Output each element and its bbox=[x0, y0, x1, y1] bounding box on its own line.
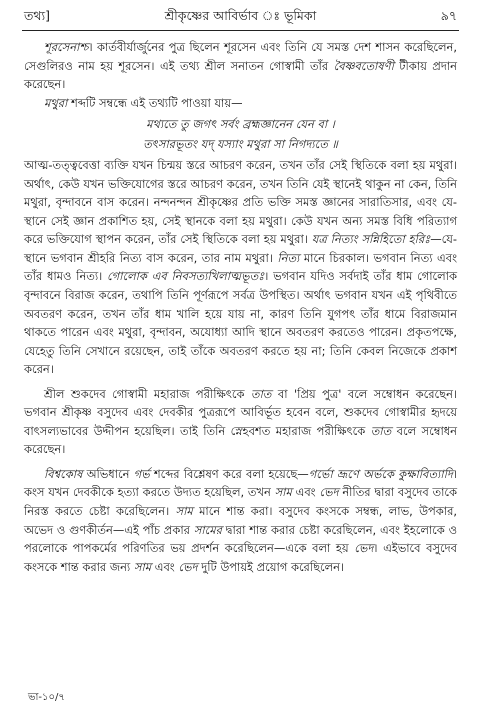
paragraph-text: বা 'প্রিয় পুত্র' বলে সম্বোধন করেছেন। ভগবান শ্রীকৃষ্ণ বসুদেব এবং দেবকীর পুত্ররূপে আবির্ভূত হবেন বলে, শুকদেব গোস্বামীর হৃদয়ে বাৎসল্যভাবের উদ্দীপন হয়েছিল। তাই তিনি স্নেহবশত মহারাজ পরীক্ষিৎকে bbox=[24, 386, 457, 438]
section-label: তথ্য] bbox=[24, 8, 50, 23]
term-sama: সাম bbox=[133, 559, 152, 574]
paragraph-text: এবং bbox=[291, 485, 320, 500]
paragraph-garbha bbox=[24, 465, 457, 576]
paragraph-text: শ্রীল শুকদেব গোস্বামী মহারাজ পরীক্ষিৎকে bbox=[44, 386, 251, 401]
paragraph-text: শব্দের বিশ্লেষণ করে বলা হয়েছে— bbox=[149, 466, 309, 481]
page-header bbox=[24, 8, 457, 28]
paragraph-mathura-explanation bbox=[24, 156, 457, 379]
paragraph-text: অভিধানে bbox=[82, 466, 134, 481]
term-shurasena: শূরসেনাশ্চ bbox=[44, 40, 89, 54]
paragraph-shurasena bbox=[24, 38, 457, 94]
verse-line-2: তৎসারভূতং যদ্ যস্যাং মথুরা সা নিগদ্যতে ॥ bbox=[143, 137, 338, 152]
paragraph-text: মানে শান্ত করা। বসুদেব কংসকে সম্বন্ধ, লাভ, উপকার, অভেদ ও গুণকীর্তন—এই পাঁচ প্রকার bbox=[24, 504, 457, 537]
paragraph-text: দ্বারা শান্ত করার চেষ্টা করেছিলেন, এবং ইহলোকে ও পরলোকে পাপকর্মের পরিণতির ভয় প্রদর্শন করেছিলেন—একে বলা হয় bbox=[24, 522, 458, 556]
page-body bbox=[24, 38, 457, 576]
term-tata: তাত bbox=[370, 423, 392, 438]
paragraph-text: । কার্তবীর্যার্জুনের পুত্র ছিলেন শূরসেন এবং তিনি যে সমস্ত দেশ শাসন করেছিলেন, সেগুলিরও নাম হয় শূরসেন। এই তথ্য শ্রীল সনাতন গোস্বামী তাঁর bbox=[24, 40, 457, 73]
running-title: শ্রীকৃষ্ণের আবির্ভাব ঃ ভূমিকা bbox=[164, 8, 317, 23]
term-tata: তাত bbox=[250, 386, 272, 401]
term-sama: সাম bbox=[175, 504, 193, 519]
paragraph-text: । এইভাবে বসুদেব কংসকে শান্ত করার জন্য bbox=[24, 541, 457, 574]
verse-line-1: মথ্যতে তু জগৎ সর্বং ব্রহ্মজ্ঞানেন যেন বা । bbox=[146, 117, 335, 132]
paragraph-text: —যে-স্থানে ভগবান শ্রীহরি নিত্য বাস করেন, তার নাম মথুরা। bbox=[24, 232, 458, 265]
paragraph-text: দুটি উপায়ই প্রয়োগ করেছিলেন। bbox=[197, 559, 345, 574]
signature-mark: ভা-১০/৭ bbox=[28, 692, 65, 703]
quote-goloka: গোলোক এব নিবসত্যখিলাত্মভূতঃ bbox=[107, 269, 265, 284]
paragraph-text: এবং bbox=[151, 559, 179, 574]
paragraph-text: টীকায় প্রদান করেছেন। bbox=[24, 58, 457, 92]
term-samer: সামের bbox=[193, 522, 222, 537]
book-title: বৈষ্ণবতোষণী bbox=[333, 58, 394, 73]
quote-nityam: যত্র নিত্যং সন্নিহিতো হরিঃ bbox=[311, 232, 431, 247]
term-sama: সাম bbox=[274, 485, 292, 500]
term-garbha: গর্ভ bbox=[133, 466, 150, 481]
sanskrit-verse bbox=[24, 114, 457, 154]
paragraph-tata bbox=[24, 385, 457, 459]
paragraph-text: বলে সম্বোধন করেছেন। bbox=[24, 423, 457, 457]
term-bheda: ভেদ bbox=[178, 559, 198, 574]
book-vishvakosha: বিশ্বকোষ bbox=[44, 466, 83, 481]
paragraph-text: মানে চিরকাল। ভগবান নিত্য এবং তাঁর ধামও নিত্য। bbox=[24, 250, 458, 284]
quote-garbho: গর্ভো ভ্রূণে অর্ভকে কুক্ষাবিত্যাদি bbox=[308, 466, 453, 481]
paragraph-text: । কংস যখন দেবকীকে হত্যা করতে উদ্যত হয়েছিল, তখন bbox=[24, 466, 457, 500]
term-bheda: ভেদ bbox=[319, 485, 339, 500]
paragraph-text: আত্ম-তত্ত্ববেত্তা ব্যক্তি যখন চিন্ময় স্তরে আচরণ করেন, তখন তাঁর সেই স্থিতিকে বলা হয় মথুরা। অর্থাৎ, কেউ যখন ভক্তিযোগের স্তরে আচরণ করেন, তখন তিনি যেই স্থানেই থাকুন না কেন, তিনি মথুরা, বৃন্দাবনে বাস করেন। নন্দনন্দন শ্রীকৃষ্ণের প্রতি ভক্তি সমস্ত জ্ঞানের সারাতিসার, এবং যে-স্থানে সেই জ্ঞান প্রকাশিত হয়, সেই স্থানকে বলা হয় মথুরা। কেউ যখন অন্য সমস্ত বিধি পরিত্যাগ করে ভক্তিযোগ স্থাপন করেন, তাঁর সেই স্থিতিকে বলা হয় মথুরা। bbox=[24, 158, 457, 247]
term-bheda: ভেদ bbox=[354, 541, 374, 556]
paragraph-mathura-intro bbox=[24, 94, 457, 113]
paragraph-text: । ভগবান যদিও সর্বদাই তাঁর ধাম গোলোক বৃন্দাবনে বিরাজ করেন, তথাপি তিনি পূর্ণরূপে সর্বত্র উপস্থিত। অর্থাৎ ভগবান যখন এই পৃথিবীতে অবতরণ করেন, তখন তাঁর ধাম খালি হয়ে যায় না, কারণ তিনি যুগপৎ তাঁর ধামে বিরাজমান থাকতে পারেন এবং মথুরা, বৃন্দাবন, অযোধ্যা আদি স্থানে অবতরণ করতেও পারেন। প্রকৃতপক্ষে, যেহেতু তিনি সেখানে রয়েছেন, তাই তাঁকে অবতরণ করতে হয় না; তিনি কেবল নিজেকে প্রকাশ করেন। bbox=[24, 269, 457, 377]
page-number: ৯৭ bbox=[440, 8, 457, 23]
term-nitya: নিত্য bbox=[277, 250, 300, 265]
paragraph-text: শব্দটি সম্বন্ধে এই তথ্যটি পাওয়া যায়— bbox=[67, 95, 243, 110]
term-mathura: মথুরা bbox=[44, 95, 68, 110]
paragraph-text: নীতির দ্বারা বসুদেব তাকে নিরস্ত করতে চেষ্টা করেছিলেন। bbox=[24, 485, 458, 519]
header-rule bbox=[22, 30, 459, 31]
